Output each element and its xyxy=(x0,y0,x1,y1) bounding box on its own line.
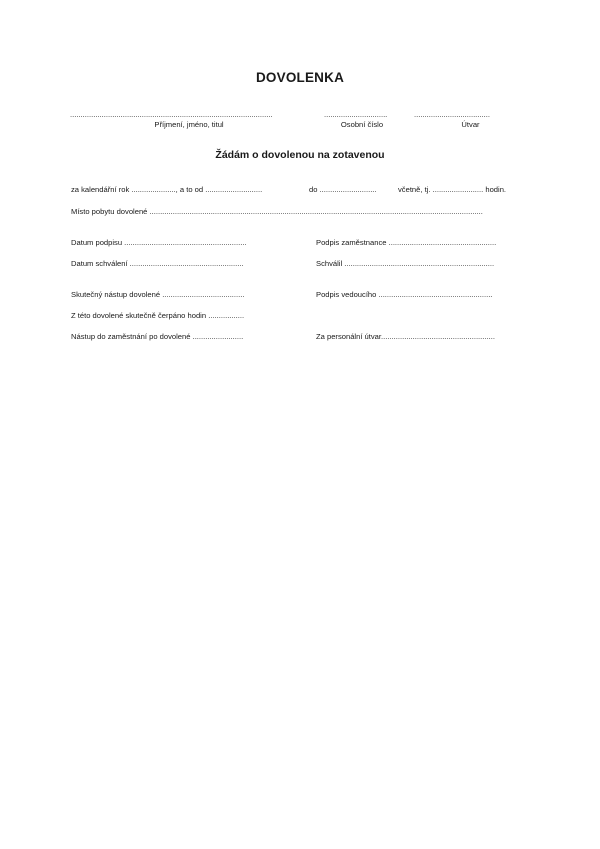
stay-place-field[interactable]: Místo pobytu dovolené .............................................................................................................................................................. xyxy=(71,207,483,216)
unit-label: Útvar xyxy=(461,120,480,129)
employee-number-field-dots[interactable]: .............................. xyxy=(324,110,388,119)
approval-date-field[interactable]: Datum schválení ...................................................... xyxy=(71,259,244,268)
name-field-dots[interactable]: ................................................................................................ xyxy=(70,110,273,119)
actual-start-field[interactable]: Skutečný nástup dovolené ....................................... xyxy=(71,290,245,299)
form-subtitle: Žádám o dovolenou na zotavenou xyxy=(215,149,385,161)
request-year-from-field[interactable]: za kalendářní rok ....................., a to od ........................... xyxy=(71,185,263,194)
return-to-work-field[interactable]: Nástup do zaměstnání po dovolené ........................ xyxy=(71,332,244,341)
request-to-field[interactable]: do ........................... xyxy=(309,185,377,194)
employee-signature-field[interactable]: Podpis zaměstnance ................................................... xyxy=(316,238,497,247)
personnel-dept-field[interactable]: Za personální útvar...................................................... xyxy=(316,332,495,341)
form-title: DOVOLENKA xyxy=(255,70,345,85)
employee-number-label: Osobní číslo xyxy=(340,120,384,129)
unit-field-dots[interactable]: .................................... xyxy=(414,110,490,119)
approved-by-field[interactable]: Schválil ....................................................................... xyxy=(316,259,495,268)
sign-date-field[interactable]: Datum podpisu .......................................................... xyxy=(71,238,247,247)
request-hours-total-field[interactable]: včetně, tj. ........................ hodin. xyxy=(398,185,507,194)
manager-signature-field[interactable]: Podpis vedoucího ...................................................... xyxy=(316,290,493,299)
hours-used-field[interactable]: Z této dovolené skutečně čerpáno hodin ................. xyxy=(71,311,245,320)
name-field-label: Příjmení, jméno, titul xyxy=(154,120,224,129)
